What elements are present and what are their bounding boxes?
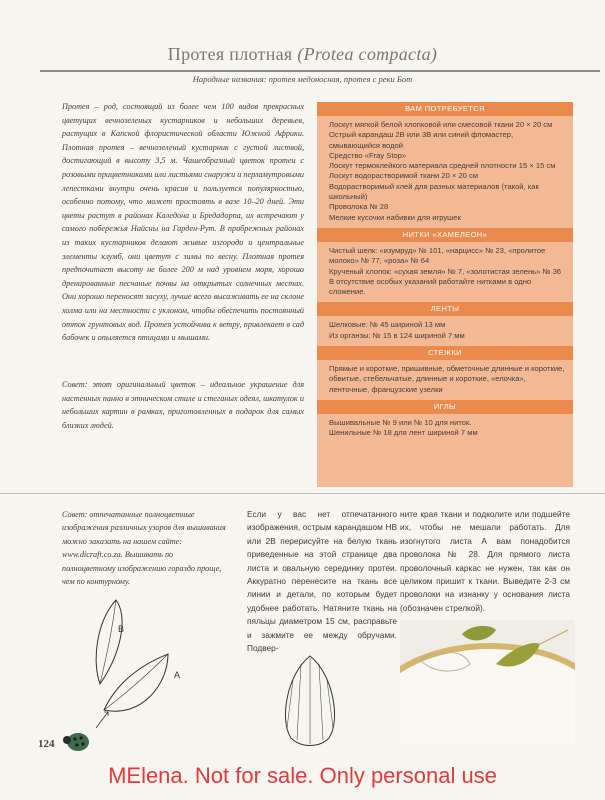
instructions-column-2: ните края ткани и подколите или подшейте их, чтобы не мешали работать. Для изогнутого листа А вам понадобится проволока № 28. Для прямого листа проволочный каркас не нужен, так как он целиком пришит к ткани. Выведите 2-3 см проволоки на изнанку у основания листа (обозначен стрелкой). (400, 509, 570, 613)
section-needles (317, 400, 573, 444)
section-heading: ЛЕНТЫ (317, 302, 573, 316)
list-item: Мелкие кусочки набивки для игрушек (329, 212, 461, 222)
instructions-column-1: Если у вас нет отпечатанного изображения, острым карандашом HB или 2B перерисуйте на белую ткань приведенные на этой странице два листа и овальную серединку протеи. Аккуратно перенесите на ткань все линии и детали, по которым будет удобнее работать. Натяните ткань на пяльцы диаметром 15 см, расправьте и зажмите ее между обручами. Подвер- (247, 509, 397, 654)
center-lines (287, 658, 333, 744)
title-main: Протея плотная (167, 44, 293, 64)
section-list (317, 116, 573, 228)
list-item: Крученый хлопок: «сухая земля» № 7, «золотистая зелень» № 36 (329, 266, 562, 276)
intro-advice: Совет: этот оригинальный цветок – идеальное украшение для настенных панно в этническом стиле и стеганых одеял, шкатулок и небольших картин в рамках, приготовленных в подарок для самых близких людей. (62, 380, 304, 430)
arrow-icon (96, 712, 108, 728)
list-item: Шенильные № 18 для лент шириной 7 мм (329, 428, 478, 438)
beetle-head (63, 736, 71, 744)
intro-text: Протея – род, состоящий из более чем 100 видов прекрасных цветущих вечнозеленых кустарников и небольших деревьев, растущих в Капской флористической области Южной Африки. Плотная протея – вечнозеленый кустарник с густой листвой, достигающий в высоту 3,5 м. Чашеобразный цветок протеи с розовыми прицветниками или листьями снаружи и перламутровыми лепестками внутри очень красив и пользуется популярностью, особенно потому, что может простоять в вазе 10–20 дней. Эти цветы растут в районах Каледона и Бредадорпа, их встречают у самого побережья Найсны на Гарден-Рут. В прибрежных районах из таких кустарников делают живые изгороди и центральные элементы клумб, они цветут с зимы по весну. Плотная протея предпочитает высоту не более 200 м над уровнем моря, хорошо дренированные песчаные почвы на открытых солнечных местах. Они хорошо переносят засуху, лучше всего высаживать ее на склоне холма или на местности с уклоном, чтобы обеспечить постоянный отток грунтовых вод. Протея устойчива к ветру, привлекает в сад бабочек и опыляется птицами и мышами. (62, 102, 304, 343)
embroidery-hoop (400, 646, 575, 745)
section-heading: СТЕЖКИ (317, 346, 573, 360)
list-item: Водорастворимый клей для разных материалов (такой, как школьный) (329, 181, 539, 202)
section-threads (317, 228, 573, 302)
section-divider (0, 493, 605, 494)
leaf-patterns-illustration (78, 592, 198, 742)
section-list (317, 360, 573, 400)
list-item: Острый карандаш 2B или 3B или синий фломастер, смывающийся водой (329, 130, 514, 150)
section-stitches (317, 346, 573, 400)
label-a: A (174, 670, 181, 680)
list-item: Чистый шелк: «изумруд» № 101, «нарцисс» № 23, «пролитое молоко» № 77, «роза» № 64 (329, 245, 546, 266)
section-you-need (317, 102, 573, 228)
section-list (317, 414, 573, 444)
list-item: Вышивальные № 9 или № 10 для ниток. (329, 417, 472, 427)
materials-panel (317, 102, 573, 487)
list-item: Проволока № 28 (329, 202, 389, 212)
embroidery-hoop-photo (400, 620, 575, 745)
list-item: Из органзы: № 15 в 124 шириной 7 мм (329, 330, 465, 340)
leaf-a-vein (104, 654, 168, 710)
section-list (317, 242, 573, 302)
protea-center-illustration (275, 650, 345, 750)
section-heading: ИГЛЫ (317, 400, 573, 414)
list-item: Лоскут водорастворимой ткани 20 × 20 см (329, 171, 479, 181)
tip-text: Совет: отпечатанные полноцветные изображения различных узоров для вышивания можно заказать на нашем сайте: www.dicraft.co.za. Вышивать по полноцветному изображению гораздо проще, чем по контурному. (62, 510, 226, 587)
section-heading: ВАМ ПОТРЕБУЕТСЯ (317, 102, 573, 116)
page-title (0, 44, 605, 65)
list-item: Средство «Fray Stop» (329, 150, 407, 160)
label-b: B (118, 624, 125, 634)
beetle-icon (62, 728, 92, 754)
section-heading: НИТКИ «ХАМЕЛЕОН» (317, 228, 573, 242)
list-item: Шелковые: № 45 шириной 13 мм (329, 320, 446, 330)
title-rule (40, 70, 600, 72)
list-item: Лоскут термоклейкого материала средней плотности 15 × 15 см (329, 161, 556, 171)
list-item: Прямые и короткие, пришивные, обметочные длинные и короткие, обвитые, стебельчатые, длинные и короткие, «елочка», ленточные, французские узелки (329, 364, 565, 394)
list-item: Лоскут мягкой белой хлопковой или смесовой ткани 20 × 20 см (329, 120, 553, 129)
watermark: MElena. Not for sale. Only personal use (108, 763, 497, 788)
section-list (317, 316, 573, 346)
title-latin: (Protea compacta) (297, 44, 438, 64)
folk-names: Народные названия: протея медоносная, протея с реки Бот (192, 74, 413, 84)
list-item: В отсутствие особых указаний работайте нитками в одно сложение. (329, 276, 532, 297)
section-ribbons (317, 302, 573, 346)
page-number: 124 (38, 738, 55, 750)
